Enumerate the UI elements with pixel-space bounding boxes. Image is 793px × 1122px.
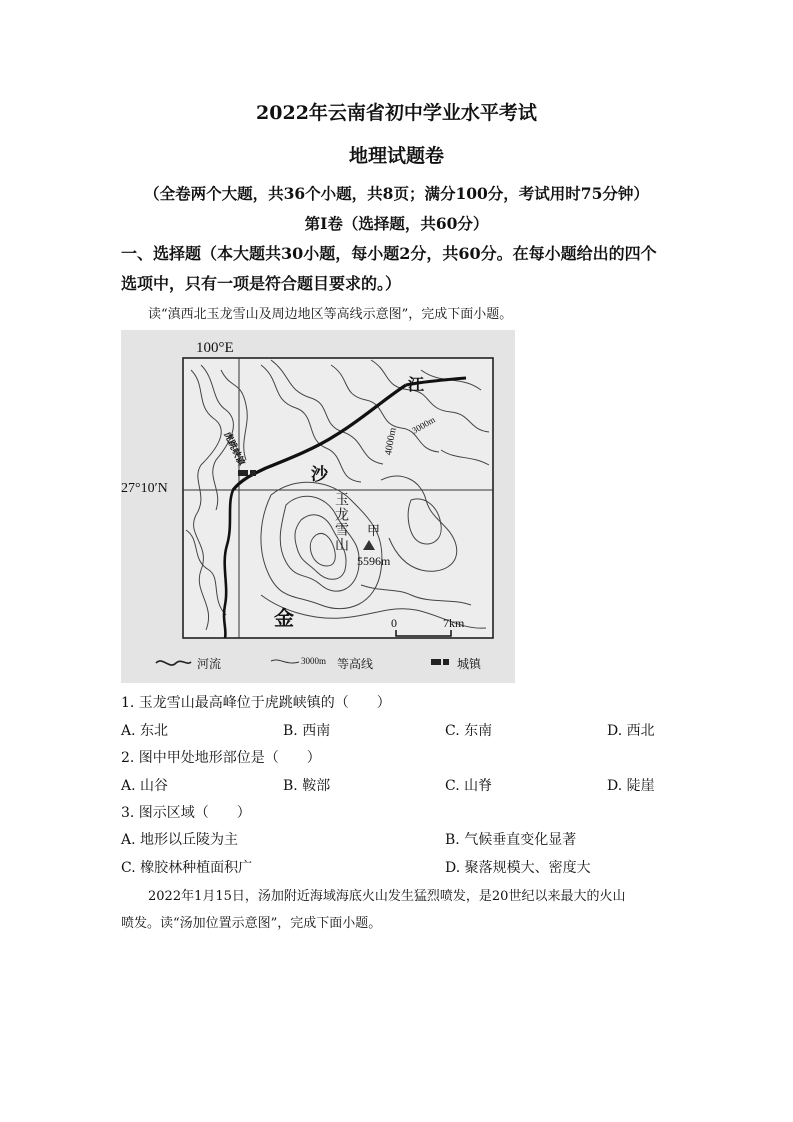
next-intro-line1: 2022年1月15日，汤加附近海域海底火山发生猛烈喷发，是20世纪以来最大的火山 bbox=[148, 889, 626, 904]
paper-subtitle: 地理试题卷 bbox=[348, 145, 444, 167]
scale-end-label: 7km bbox=[443, 616, 465, 630]
town-symbol bbox=[238, 470, 256, 476]
contour-map bbox=[121, 330, 515, 683]
legend-river-label: 河流 bbox=[197, 657, 222, 671]
question-1-option-b[interactable]: B. 西南 bbox=[283, 723, 331, 739]
question-2-option-b[interactable]: B. 鞍部 bbox=[283, 778, 331, 794]
contour-3000-label: 3000m bbox=[410, 414, 437, 436]
question-3-stem: 3. 图示区域（ ） bbox=[121, 805, 251, 821]
river-name-label: 金 bbox=[274, 606, 294, 630]
contour-4000-label: 4000m bbox=[383, 426, 399, 457]
longitude-label: 100°E bbox=[196, 340, 234, 356]
scale-zero-label: 0 bbox=[391, 616, 397, 630]
peak-elevation-label: 5596m bbox=[357, 554, 391, 568]
question-2-option-a[interactable]: A. 山谷 bbox=[121, 778, 169, 794]
mountain-name-label: 玉龙雪山 bbox=[333, 492, 349, 552]
question-2-stem: 2. 图中甲处地形部位是（ ） bbox=[121, 750, 321, 766]
volume-heading: 第Ⅰ卷（选择题，共60分） bbox=[304, 214, 489, 233]
question-1-stem: 1. 玉龙雪山最高峰位于虎跳峡镇的（ ） bbox=[121, 695, 391, 711]
legend-town-symbol bbox=[431, 659, 449, 665]
question-3-option-b[interactable]: B. 气候垂直变化显著 bbox=[445, 832, 577, 848]
section-heading-line2: 选项中，只有一项是符合题目要求的。） bbox=[121, 274, 402, 293]
question-2-option-d[interactable]: D. 陡崖 bbox=[607, 778, 655, 794]
legend-town-label: 城镇 bbox=[457, 657, 482, 671]
river-name-label-2: 沙 bbox=[311, 465, 328, 485]
section-heading-line1: 一、选择题（本大题共30小题，每小题2分，共60分。在每小题给出的四个 bbox=[121, 244, 657, 263]
question-2-option-c[interactable]: C. 山脊 bbox=[445, 778, 493, 794]
town-name-label: 虎跳峡镇 bbox=[221, 430, 246, 468]
point-jia-label: 甲 bbox=[367, 524, 381, 539]
latitude-label: 27°10′N bbox=[121, 481, 168, 496]
question-3-option-d[interactable]: D. 聚落规模大、密度大 bbox=[445, 860, 591, 876]
exam-title: 2022年云南省初中学业水平考试 bbox=[256, 102, 537, 124]
question-1-option-c[interactable]: C. 东南 bbox=[445, 723, 493, 739]
question-3-option-c[interactable]: C. 橡胶林种植面积广 bbox=[121, 860, 253, 876]
question-3-option-a[interactable]: A. 地形以丘陵为主 bbox=[121, 832, 239, 848]
legend-contour-value: 3000m bbox=[301, 656, 327, 666]
exam-info: （全卷两个大题，共36个小题，共8页；满分100分，考试用时75分钟） bbox=[144, 184, 649, 203]
next-intro-line2: 喷发。读“汤加位置示意图”，完成下面小题。 bbox=[121, 916, 382, 931]
legend-contour-label: 等高线 bbox=[337, 657, 374, 671]
map-intro: 读“滇西北玉龙雪山及周边地区等高线示意图”，完成下面小题。 bbox=[148, 307, 513, 322]
question-1-option-a[interactable]: A. 东北 bbox=[121, 723, 169, 739]
question-1-option-d[interactable]: D. 西北 bbox=[607, 723, 655, 739]
river-name-label-3: 江 bbox=[408, 375, 425, 394]
